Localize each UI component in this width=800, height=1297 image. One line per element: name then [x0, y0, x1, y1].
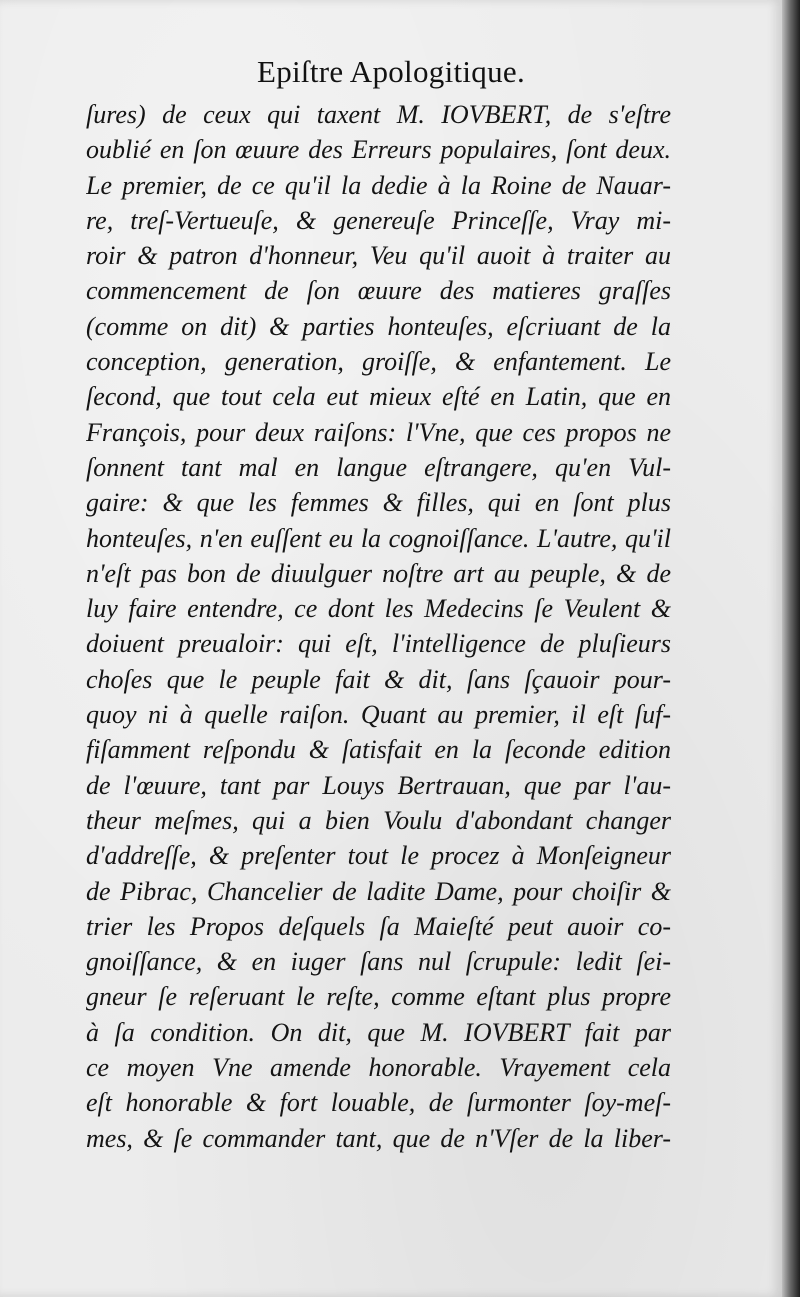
- text-line: re, treſ-Vertueuſe, & genereuſe Princeſſe, Vray mi-: [86, 205, 671, 235]
- text-line: quoy ni à quelle raiſon. Quant au premier, il eſt ſuf-: [86, 700, 671, 730]
- text-line: de Pibrac, Chancelier de ladite Dame, pour choiſir &: [86, 876, 671, 906]
- body-text: [86, 97, 671, 1156]
- text-line: doiuent preualoir: qui eſt, l'intelligence de pluſieurs: [86, 629, 671, 659]
- text-line: eſt honorable & fort louable, de ſurmonter ſoy-meſ-: [86, 1088, 671, 1118]
- text-line: Le premier, de ce qu'il la dedie à la Roine de Nauar-: [86, 170, 671, 200]
- text-line: commencement de ſon œuure des matieres graſſes: [86, 276, 671, 306]
- text-line: honteuſes, n'en euſſent eu la cognoiſſance. L'autre, qu'il: [86, 523, 671, 553]
- text-line: François, pour deux raiſons: l'Vne, que ces propos ne: [86, 417, 671, 447]
- text-line: trier les Propos deſquels ſa Maieſté peut auoir co-: [86, 911, 671, 941]
- text-line: de l'œuure, tant par Louys Bertrauan, que par l'au-: [86, 770, 671, 800]
- text-line: gneur ſe reſeruant le reſte, comme eſtant plus propre: [86, 982, 671, 1012]
- text-line: ſures) de ceux qui taxent M. IOVBERT, de s'eſtre: [86, 100, 671, 129]
- text-line: n'eſt pas bon de diuulguer noſtre art au peuple, & de: [86, 558, 671, 588]
- text-line: gaire: & que les femmes & filles, qui en ſont plus: [86, 488, 671, 518]
- text-line: mes, & ſe commander tant, que de n'Vſer de la liber-: [86, 1123, 671, 1153]
- text-line: roir & patron d'honneur, Veu qu'il auoit à traiter au: [86, 241, 671, 271]
- text-line: oublié en ſon œuure des Erreurs populaires, ſont deux.: [86, 135, 671, 165]
- text-line: fiſamment reſpondu & ſatisfait en la ſeconde edition: [86, 735, 671, 765]
- text-line: à ſa condition. On dit, que M. IOVBERT fait par: [86, 1017, 671, 1047]
- text-line: theur meſmes, qui a bien Voulu d'abondant changer: [86, 805, 671, 835]
- text-line: ſonnent tant mal en langue eſtrangere, qu'en Vul-: [86, 452, 671, 482]
- text-line: ſecond, que tout cela eut mieux eſté en Latin, que en: [86, 382, 671, 412]
- text-line: choſes que le peuple fait & dit, ſans ſçauoir pour-: [86, 664, 671, 694]
- text-line: conception, generation, groiſſe, & enfantement. Le: [86, 347, 671, 377]
- text-line: (comme on dit) & parties honteuſes, eſcriuant de la: [86, 311, 671, 341]
- text-line: luy faire entendre, ce dont les Medecins ſe Veulent &: [86, 594, 671, 624]
- text-line: d'addreſſe, & preſenter tout le procez à Monſeigneur: [86, 841, 671, 871]
- running-head: Epiſtre Apologitique.: [256, 54, 526, 89]
- text-line: ce moyen Vne amende honorable. Vrayement cela: [86, 1053, 671, 1083]
- text-line: gnoiſſance, & en iuger ſans nul ſcrupule: ledit ſei-: [86, 947, 671, 977]
- page-edge-shadow: [782, 0, 800, 1297]
